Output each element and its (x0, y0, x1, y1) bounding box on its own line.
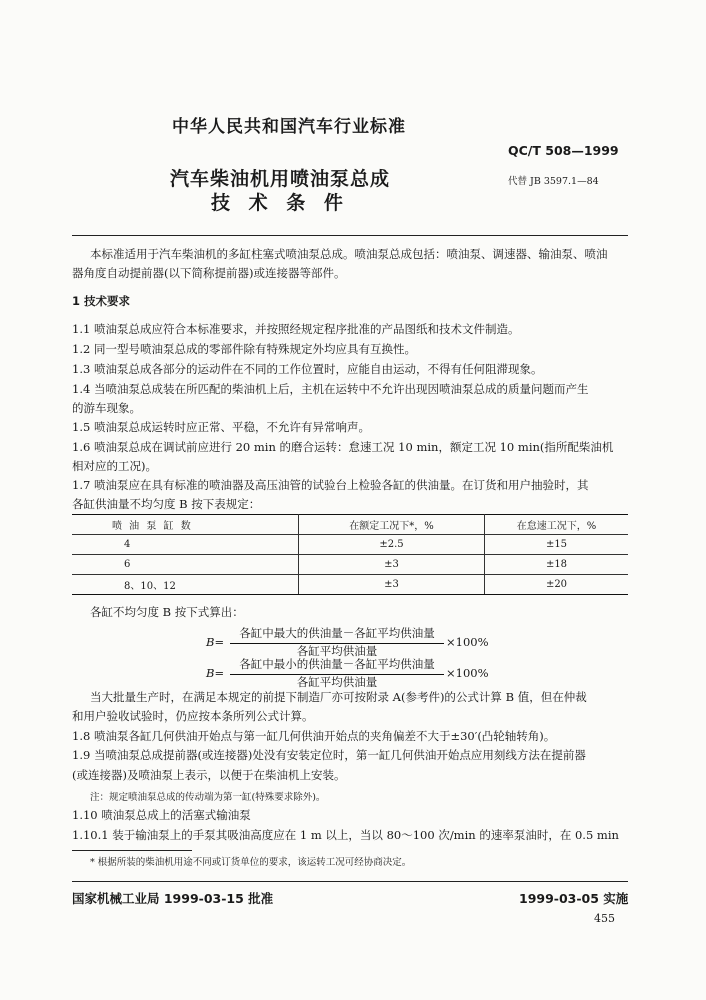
footnote: * 根据所装的柴油机用途不同或订货单位的要求，该运转工况可经协商决定。 (90, 857, 412, 868)
table-header-row (72, 515, 628, 535)
formula-numerator-min: 各缸中最小的供油量－各缸平均供油量 (239, 657, 435, 671)
table-cell-rated: ±3 (299, 555, 485, 575)
intro-line-2: 器角度自动提前器(以下简称提前器)或连接器等部件。 (72, 266, 346, 280)
intro-line-1: 本标准适用于汽车柴油机的多缸柱塞式喷油泵总成。喷油泵总成包括：喷油泵、调速器、输油泵、喷油 (90, 247, 608, 261)
formula-denominator: 各缸平均供油量 (296, 644, 378, 658)
page-number: 455 (594, 912, 615, 925)
standard-number: QC/T 508—1999 (508, 143, 619, 158)
table-cell-cylinders: 6 (72, 555, 299, 575)
approval-line: 国家机械工业局 1999-03-15 批准 (72, 891, 274, 906)
table-cell-idle: ±15 (485, 535, 629, 555)
section-1-heading: 1 技术要求 (72, 294, 131, 308)
clause-1-8: 1.8 喷油泵各缸几何供油开始点与第一缸几何供油开始点的夹角偏差不大于±30′(凸轮轴转角)。 (72, 729, 556, 743)
clause-1-7a: 1.7 喷油泵应在具有标准的喷油器及高压油管的试验台上检验各缸的供油量。在订货和用户抽验时，其 (72, 478, 589, 492)
clause-1-7b: 各缸供油量不均匀度 B 按下表规定： (72, 497, 261, 511)
clause-note: 注：规定喷油泵总成的传动端为第一缸(特殊要求除外)。 (90, 792, 326, 803)
table-row (72, 535, 628, 555)
formula-lhs: B= (206, 635, 225, 649)
formula-multiplier: ×100% (446, 666, 489, 680)
table-cell-idle: ±20 (485, 575, 629, 595)
header-rule (72, 235, 628, 236)
uniformity-table (72, 514, 628, 595)
formula-intro: 各缸不均匀度 B 按下式算出： (90, 605, 244, 619)
table-header-idle: 在怠速工况下，% (485, 515, 629, 535)
clause-1-2: 1.2 同一型号喷油泵总成的零部件除有特殊规定外均应具有互换性。 (72, 342, 416, 356)
clause-1-10-1: 1.10.1 装于输油泵上的手泵其吸油高度应在 1 m 以上，当以 80～100 次/min 的速率泵油时，在 0.5 min (72, 828, 619, 842)
table-cell-cylinders: 4 (72, 535, 299, 555)
document-title: 汽车柴油机用喷油泵总成 (170, 168, 391, 190)
clause-1-4a: 1.4 当喷油泵总成装在所匹配的柴油机上后，主机在运转中不允许出现因喷油泵总成的质量问题而产生 (72, 382, 589, 396)
table-cell-rated: ±2.5 (299, 535, 485, 555)
table-header-cylinders: 喷 油 泵 缸 数 (72, 515, 299, 535)
clause-1-9a: 1.9 当喷油泵总成提前器(或连接器)处没有安装定位时，第一缸几何供油开始点应用刻线方法在提前器 (72, 748, 586, 762)
org-title: 中华人民共和国汽车行业标准 (172, 117, 406, 137)
clause-1-5: 1.5 喷油泵总成运转时应正常、平稳，不允许有异常响声。 (72, 420, 370, 434)
batch-production-line-2: 和用户验收试验时，仍应按本条所列公式计算。 (72, 709, 314, 723)
formula-denominator: 各缸平均供油量 (296, 675, 378, 689)
table-cell-cylinders: 8、10、12 (72, 575, 299, 595)
clause-1-3: 1.3 喷油泵总成各部分的运动件在不同的工作位置时，应能自由运动，不得有任何阻滞现象。 (72, 362, 543, 376)
clause-1-4b: 的游车现象。 (72, 401, 141, 415)
formula-lhs: B= (206, 666, 225, 680)
clause-1-1: 1.1 喷油泵总成应符合本标准要求，并按照经规定程序批准的产品图纸和技术文件制造。 (72, 322, 520, 336)
clause-1-6a: 1.6 喷油泵总成在调试前应进行 20 min 的磨合运转：怠速工况 10 min，额定工况 10 min(指所配柴油机 (72, 440, 614, 454)
footnote-rule (72, 850, 192, 851)
table-cell-rated: ±3 (299, 575, 485, 595)
table-cell-idle: ±18 (485, 555, 629, 575)
table-header-rated: 在额定工况下*，% (299, 515, 485, 535)
formula-numerator-max: 各缸中最大的供油量－各缸平均供油量 (239, 626, 435, 640)
implementation-date: 1999-03-05 实施 (519, 891, 629, 906)
clause-1-9b: (或连接器)及喷油泵上表示，以便于在柴油机上安装。 (72, 768, 346, 782)
replaces-note: 代替 JB 3597.1—84 (508, 176, 599, 187)
formula-multiplier: ×100% (446, 635, 489, 649)
batch-production-line-1: 当大批量生产时，在满足本规定的前提下制造厂亦可按附录 A(参考件)的公式计算 B 值，但在仲裁 (90, 690, 587, 704)
clause-1-6b: 相对应的工况)。 (72, 459, 157, 473)
table-row (72, 555, 628, 575)
clause-1-10: 1.10 喷油泵总成上的活塞式输油泵 (72, 808, 251, 822)
table-row (72, 575, 628, 595)
document-subtitle: 技 术 条 件 (211, 192, 349, 214)
footer-rule (72, 881, 628, 882)
